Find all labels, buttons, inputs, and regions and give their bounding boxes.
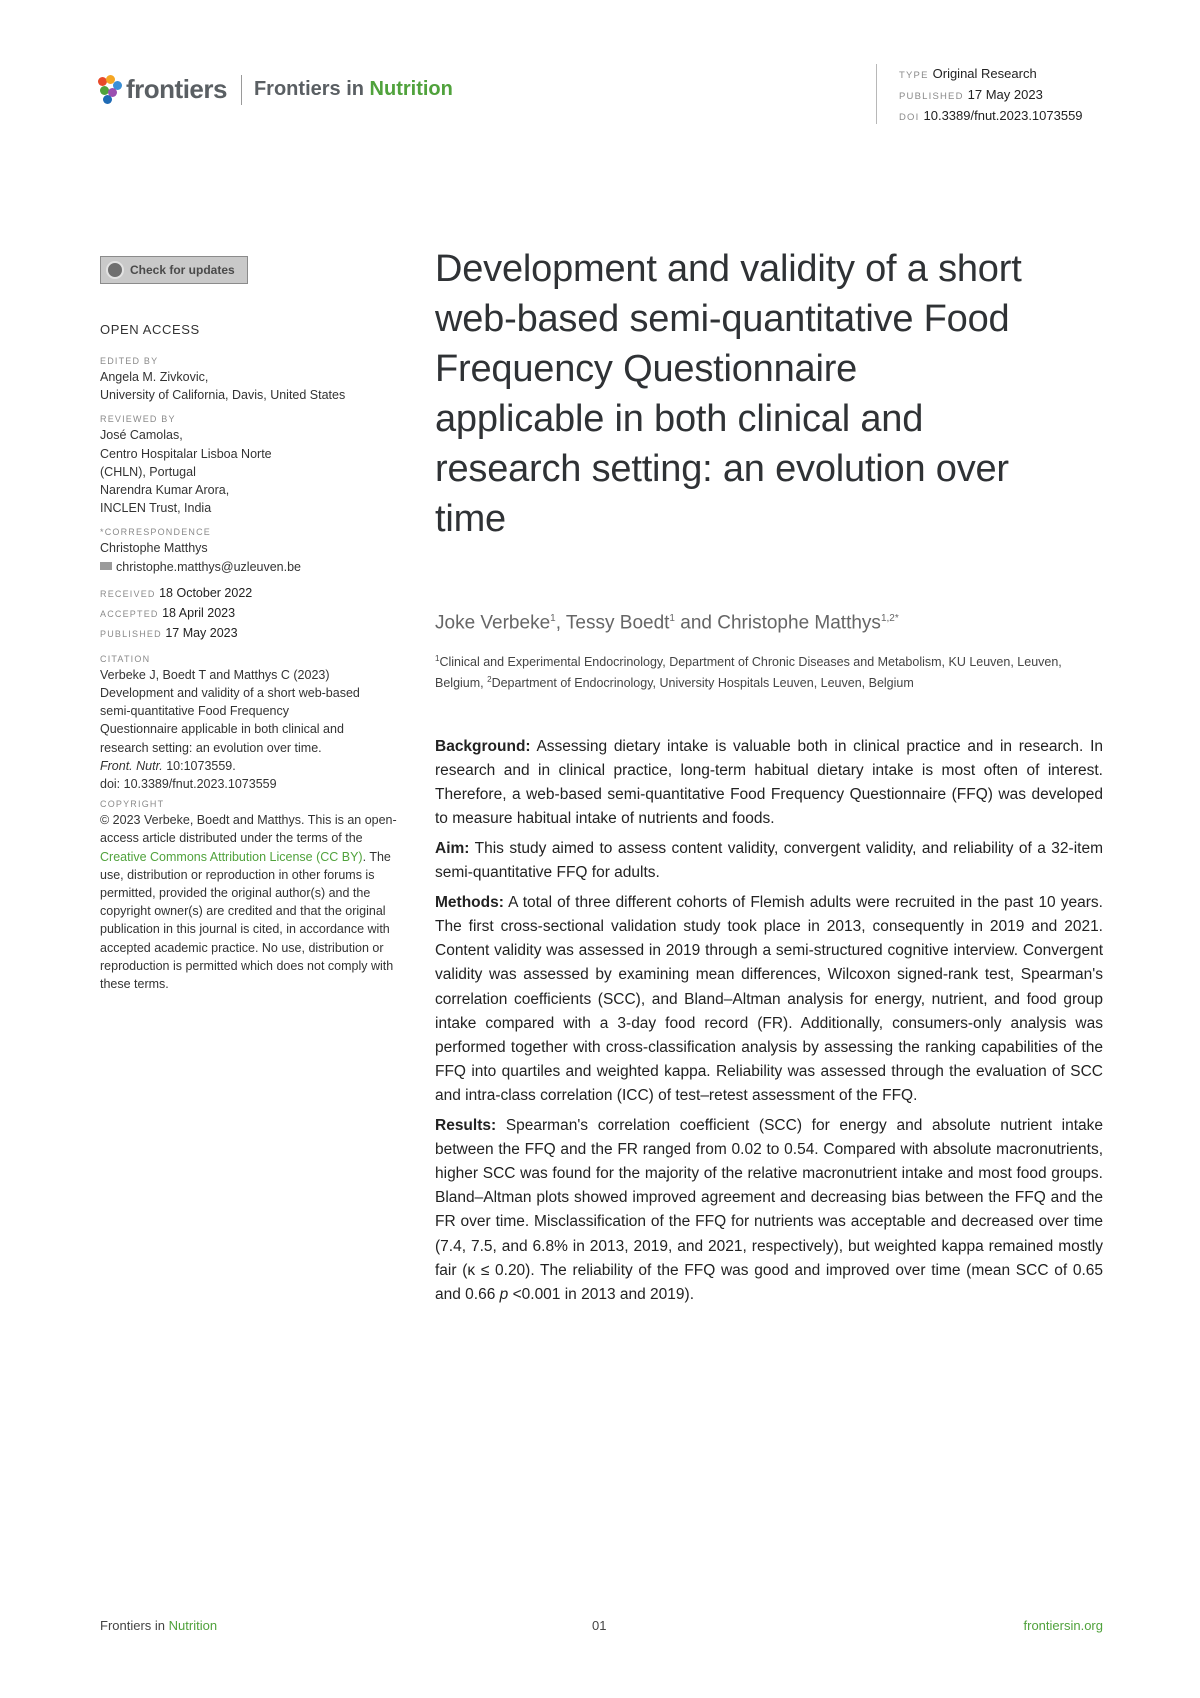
article-meta: [876, 64, 1083, 124]
check-for-updates-button[interactable]: Check for updates: [100, 256, 248, 284]
page-footer: [100, 1618, 1103, 1638]
frontiers-logo[interactable]: [98, 74, 453, 105]
citation-line: research setting: an evolution over time.: [100, 740, 322, 755]
cc-license-link[interactable]: Creative Commons Attribution License (CC BY): [100, 849, 363, 864]
editor-affiliation: University of California, Davis, United States: [100, 388, 346, 403]
reviewer-line: INCLEN Trust, India: [100, 501, 212, 516]
logo-divider: [241, 75, 242, 105]
open-access-label: OPEN ACCESS: [100, 322, 200, 337]
citation-line: Questionnaire applicable in both clinical and: [100, 722, 344, 737]
abstract-methods: Methods: A total of three different cohorts of Flemish adults were recruited in the past 10 years. The first cross-sectional validation study took place in 2013, consequently in 2019 and 2021. Content validity was assessed in 2019 through a semi-structured cognitive interview. Convergent validity was assessed by examining mean differences, Wilcoxon signed-rank test, Spearman's correlation coefficients (SCC), and Bland–Altman analysis for energy, nutrient, and food group intake compared with a 3-day food record (FR). Additionally, consumers-only analysis was performed together with cross-classification analysis by assessing the ranking capabilities of the FFQ into quartiles and weighted kappa. Reliability was assessed through the evaluation of SCC and intra-class correlation (ICC) of test–retest assessment of the FFQ.: [435, 894, 1103, 1104]
correspondence-label: *CORRESPONDENCE: [100, 527, 212, 538]
page-number: 01: [592, 1618, 607, 1633]
published-date: PUBLISHED 17 May 2023: [100, 625, 238, 640]
reviewer-line: José Camolas,: [100, 428, 183, 443]
footer-website-link[interactable]: frontiersin.org: [1023, 1618, 1103, 1633]
author-name: Christophe Matthys: [717, 612, 881, 634]
reviewer-line: (CHLN), Portugal: [100, 464, 196, 479]
abstract-results: Results: Spearman's correlation coefficient (SCC) for energy and absolute nutrient intake between the FFQ and the FR ranged from 0.02 to 0.54. Compared with absolute macronutrients, higher SCC was found for the majority of the relative macronutrient intake and most food groups. Bland–Altman plots showed improved agreement and decreasing bias between the FFQ and the FR over time. Misclassification of the FFQ for nutrients was acceptable and decreased over time (7.4, 7.5, and 6.8% in 2013, 2019, and 2021, respectively), but weighted kappa remained mostly fair (κ ≤ 0.20). The reliability of the FFQ was good and improved over time (mean SCC of 0.65 and 0.66 p <0.001 in 2013 and 2019).: [435, 1117, 1103, 1303]
author-name: Joke Verbeke: [435, 612, 551, 634]
correspondent-name: Christophe Matthys: [100, 541, 208, 556]
crossmark-icon: [106, 261, 124, 279]
copyright-text: © 2023 Verbeke, Boedt and Matthys. This is an open-access article distributed under the terms of the Creative Commons Attribution License (CC BY). The use, distribution or reproduction in other forums is permitted, provided the original author(s) and the copyright owner(s) are credited and that the original publication in this journal is cited, in accordance with accepted academic practice. No use, distribution or reproduction is permitted which does not comply with these terms.: [100, 813, 397, 992]
citation-journal: Front. Nutr. 10:1073559.: [100, 758, 236, 773]
editor-name: Angela M. Zivkovic,: [100, 370, 209, 384]
logo-wordmark: frontiers: [126, 74, 227, 104]
citation-doi[interactable]: doi: 10.3389/fnut.2023.1073559: [100, 777, 277, 792]
reviewer-line: Centro Hospitalar Lisboa Norte: [100, 446, 272, 461]
copyright-label: COPYRIGHT: [100, 799, 165, 810]
affiliations: $^1$Clinical and Experimental Endocrinology, Department of Chronic Diseases and Metabolism, KU Leuven, Leuven, Belgium, $^2$Department of Endocrinology, University Hospitals Leuven, Leuven, Belgium: [435, 654, 1062, 691]
citation-label: CITATION: [100, 653, 151, 664]
received-date: RECEIVED 18 October 2022: [100, 585, 253, 600]
frontiers-logo-icon: [98, 75, 122, 105]
sidebar: [100, 322, 405, 993]
meta-type: TYPE Original Research: [899, 66, 1037, 81]
citation-line: semi-quantitative Food Frequency: [100, 704, 289, 719]
footer-journal: Frontiers in Nutrition: [100, 1618, 218, 1633]
edited-by-label: EDITED BY: [100, 356, 159, 366]
meta-published: PUBLISHED 17 May 2023: [899, 87, 1043, 102]
accepted-date: ACCEPTED 18 April 2023: [100, 605, 236, 620]
reviewer-line: Narendra Kumar Arora,: [100, 483, 230, 498]
article-title: Development and validity of a short web-based semi-quantitative Food Frequency Questionnaire applicable in both clinical and research setting: an evolution over time: [435, 248, 1022, 540]
article-dates: [100, 584, 405, 644]
abstract-background: Background: Assessing dietary intake is valuable both in clinical practice and in research. In research and in clinical practice, long-term habitual dietary intake is most often of interest. Therefore, a web-based semi-quantitative Food Frequency Questionnaire (FFQ) was developed to measure habitual intake of nutrients and foods.: [435, 737, 1103, 827]
journal-name: Frontiers in Nutrition: [253, 78, 453, 100]
author-name: Tessy Boedt: [565, 612, 670, 634]
abstract: [435, 735, 1103, 1307]
correspondent-email[interactable]: christophe.matthys@uzleuven.be: [100, 558, 405, 576]
citation-line: Development and validity of a short web-based: [100, 686, 360, 701]
abstract-aim: Aim: This study aimed to assess content validity, convergent validity, and reliability of a 32-item semi-quantitative FFQ for adults.: [435, 840, 1103, 882]
meta-doi: DOI 10.3389/fnut.2023.1073559: [899, 108, 1083, 123]
author-list: Joke Verbeke$^1$, Tessy Boedt$^1$ and Christophe Matthys$^{1,2*}$: [435, 612, 899, 634]
main-column: [435, 244, 1103, 1313]
mail-icon: [100, 562, 112, 570]
citation-line: Verbeke J, Boedt T and Matthys C (2023): [100, 667, 330, 682]
reviewed-by-label: REVIEWED BY: [100, 414, 176, 425]
